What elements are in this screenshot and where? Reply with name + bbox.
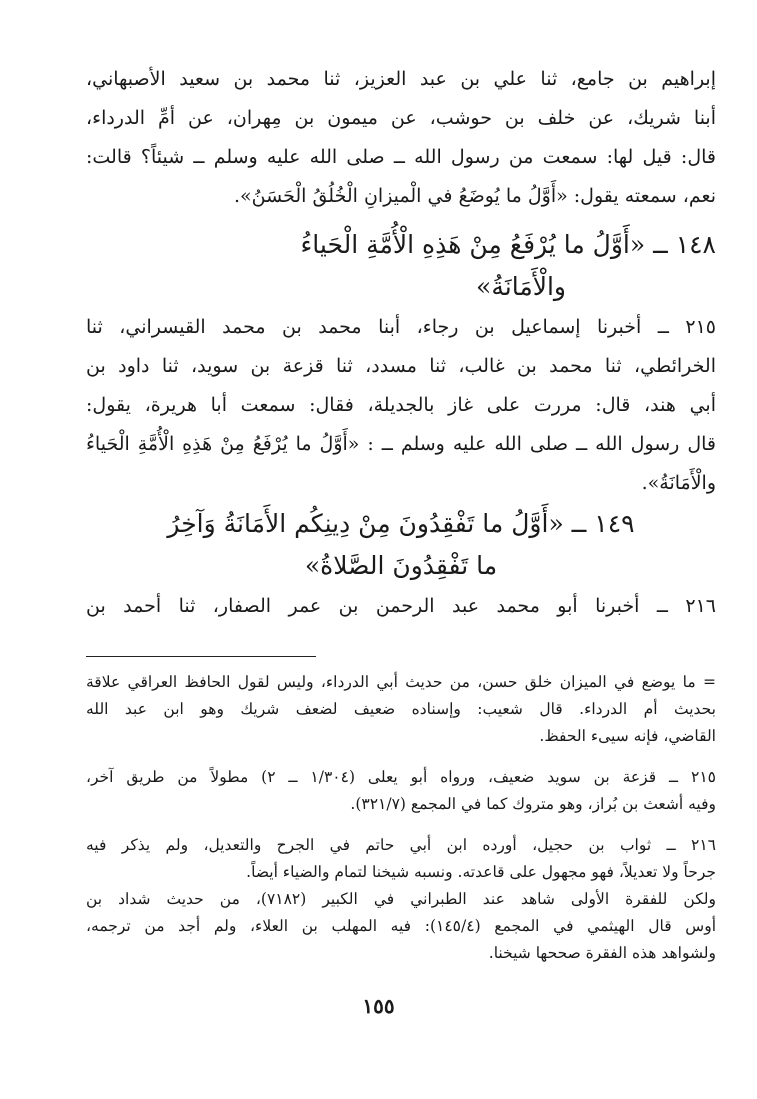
hadith-heading-149 xyxy=(86,503,716,587)
footnote-215 xyxy=(86,764,716,818)
text-line: إبراهيم بن جامع، ثنا علي بن عبد العزيز، ثنا محمد بن سعيد الأصبهاني، xyxy=(86,68,716,90)
footnote-216 xyxy=(86,832,716,967)
footnote-line: ولكن للفقرة الأولى شاهد عند الطبراني في الكبير (٧١٨٢)، من حديث شداد بن xyxy=(86,890,716,908)
footnote-line: القاضي، فإنه سيىء الحفظ. xyxy=(539,727,716,745)
heading-line: والْأَمَانَةُ» xyxy=(476,272,566,301)
page-number: ١٥٥ xyxy=(362,994,395,1018)
text-line: والْأَمَانَةُ». xyxy=(641,472,716,494)
hadith-heading-148 xyxy=(86,224,716,308)
paragraph-216 xyxy=(86,587,716,626)
footnote-line: = ما يوضع في الميزان خلق حسن، من حديث أبي الدرداء، وليس لقول الحافظ العراقي علاقة xyxy=(86,673,716,691)
text-line: نعم، سمعته يقول: «أَوَّلُ ما يُوضَعُ في الْميزانِ الْخُلُقُ الْحَسَنُ». xyxy=(234,185,716,207)
footnote-continuation xyxy=(86,669,716,750)
footnote-separator xyxy=(86,656,316,657)
text-line: قال رسول الله ــ صلى الله عليه وسلم ــ : «أَوَّلُ ما يُرْفَعُ مِنْ هَذِهِ الْأُمَّةِ الْحَياءُ xyxy=(86,433,716,455)
paragraph-214-continuation xyxy=(86,60,716,216)
footnote-line: ٢١٦ ــ ثواب بن حجيل، أورده ابن أبي حاتم في الجرح والتعديل، ولم يذكر فيه xyxy=(86,836,716,854)
heading-line: ما تَفْقِدُونَ الصَّلاةُ» xyxy=(304,551,498,580)
footnote-line: ٢١٥ ــ قزعة بن سويد ضعيف، ورواه أبو يعلى (١/٣٠٤ ــ ٢) مطولاً من طريق آخر، xyxy=(86,768,716,786)
text-line: أبنا شريك، عن خلف بن حوشب، عن ميمون بن مِهران، عن أمِّ الدرداء، xyxy=(86,107,716,129)
heading-line: ١٤٨ ــ «أَوَّلُ ما يُرْفَعُ مِنْ هَذِهِ الْأُمَّةِ الْحَياءُ xyxy=(300,230,716,259)
heading-line: ١٤٩ ــ «أَوَّلُ ما تَفْقِدُونَ مِنْ دِينِكُم الأَمَانَةُ وَآخِرُ xyxy=(167,509,635,538)
footnote-line: ولشواهد هذه الفقرة صححها شيخنا. xyxy=(488,944,716,962)
footnote-line: أوس قال الهيثمي في المجمع (١٤٥/٤): فيه المهلب بن العلاء، ولم أجد من ترجمه، xyxy=(86,917,716,935)
text-line: ٢١٥ ــ أخبرنا إسماعيل بن رجاء، أبنا محمد بن محمد القيسراني، ثنا xyxy=(86,316,716,338)
text-line: الخرائطي، ثنا محمد بن غالب، ثنا مسدد، ثنا قزعة بن سويد، ثنا داود بن xyxy=(86,355,716,377)
text-line: ٢١٦ ــ أخبرنا أبو محمد عبد الرحمن بن عمر الصفار، ثنا أحمد بن xyxy=(86,595,716,617)
footnote-line: وفيه أشعث بن بُراز، وهو متروك كما في المجمع (٣٢١/٧). xyxy=(350,795,716,813)
footnotes xyxy=(86,669,716,967)
footnote-line: جرحاً ولا تعديلاً، فهو مجهول على قاعدته. ونسبه شيخنا لتمام والضياء أيضاً. xyxy=(246,863,716,881)
text-line: أبي هند، قال: مررت على غاز بالجديلة، فقال: سمعت أبا هريرة، يقول: xyxy=(86,394,716,416)
footnote-line: بحديث أم الدرداء. قال شعيب: وإسناده ضعيف لضعف شريك وهو ابن عبد الله xyxy=(86,700,716,718)
text-line: قال: قيل لها: سمعت من رسول الله ــ صلى الله عليه وسلم ــ شيئاً؟ قالت: xyxy=(86,146,716,168)
book-page xyxy=(86,60,716,967)
paragraph-215 xyxy=(86,308,716,503)
